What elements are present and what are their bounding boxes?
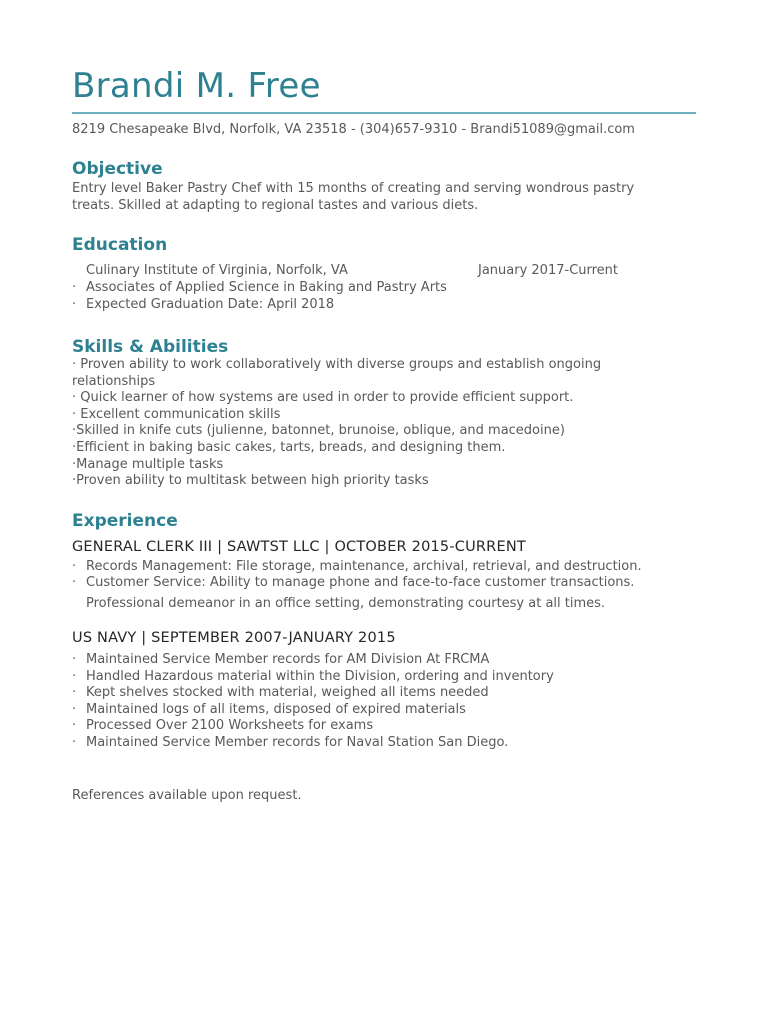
experience-heading: Experience [72,511,178,531]
skill-item: · Proven ability to work collaboratively with diverse groups and establish ongoing [72,357,602,372]
job-title-clerk: GENERAL CLERK III | SAWTST LLC | OCTOBER 2015-CURRENT [72,539,526,555]
job-duty [72,717,373,734]
contact-line: 8219 Chesapeake Blvd, Norfolk, VA 23518 - (304)657-9310 - Brandi51089@gmail.com [72,122,635,137]
skills-heading: Skills & Abilities [72,337,229,357]
bullet-glyph: · [72,685,77,700]
job-duty [72,558,642,575]
job-duty [72,574,634,591]
skill-item-continuation: relationships [72,374,156,389]
job-duty [72,701,466,718]
education-heading: Education [72,235,168,255]
bullet-glyph: · [72,718,77,733]
education-school: Culinary Institute of Virginia, Norfolk, VA [86,263,348,278]
objective-text-line-1: Entry level Baker Pastry Chef with 15 months of creating and serving wondrous pastry [72,181,635,196]
bullet-glyph: · [72,652,77,667]
skill-item: ·Manage multiple tasks [72,457,224,472]
bullet-glyph: · [72,559,77,574]
skill-item: · Quick learner of how systems are used in order to provide efficient support. [72,390,574,405]
job-title-navy: US NAVY | SEPTEMBER 2007-JANUARY 2015 [72,630,396,646]
skill-item: · Excellent communication skills [72,407,281,422]
objective-text-line-2: treats. Skilled at adapting to regional tastes and various diets. [72,198,479,213]
references-note: References available upon request. [72,788,302,803]
bullet-glyph: · [72,702,77,717]
job-duty [72,651,489,668]
bullet-glyph: · [72,297,77,312]
education-item [72,279,447,296]
bullet-glyph: · [72,669,77,684]
education-item-text: Expected Graduation Date: April 2018 [86,297,335,312]
job-duty [72,734,508,751]
skill-item: ·Skilled in knife cuts (julienne, batonnet, brunoise, oblique, and macedoine) [72,423,565,438]
objective-heading: Objective [72,159,163,179]
candidate-name: Brandi M. Free [72,66,321,106]
bullet-glyph: · [72,280,77,295]
job-duty-text: Records Management: File storage, maintenance, archival, retrieval, and destruction. [86,559,642,574]
job-duty [72,684,489,701]
bullet-glyph: · [72,735,77,750]
education-item [72,296,334,313]
education-item-text: Associates of Applied Science in Baking and Pastry Arts [86,280,447,295]
job-duty-continuation: Professional demeanor in an office setting, demonstrating courtesy at all times. [86,596,606,611]
education-dates: January 2017-Current [478,263,619,278]
skill-item: ·Proven ability to multitask between high priority tasks [72,473,429,488]
job-duty-text: Maintained Service Member records for AM Division At FRCMA [86,652,490,667]
job-duty-text: Maintained logs of all items, disposed of expired materials [86,702,466,717]
skill-item: ·Efficient in baking basic cakes, tarts, breads, and designing them. [72,440,506,455]
header-divider [72,112,696,114]
bullet-glyph: · [72,575,77,590]
job-duty-text: Handled Hazardous material within the Division, ordering and inventory [86,669,554,684]
job-duty-text: Kept shelves stocked with material, weighed all items needed [86,685,489,700]
job-duty-text: Customer Service: Ability to manage phone and face-to-face customer transactions. [86,575,635,590]
job-duty-text: Maintained Service Member records for Naval Station San Diego. [86,735,509,750]
job-duty [72,668,554,685]
job-duty-text: Processed Over 2100 Worksheets for exams [86,718,374,733]
